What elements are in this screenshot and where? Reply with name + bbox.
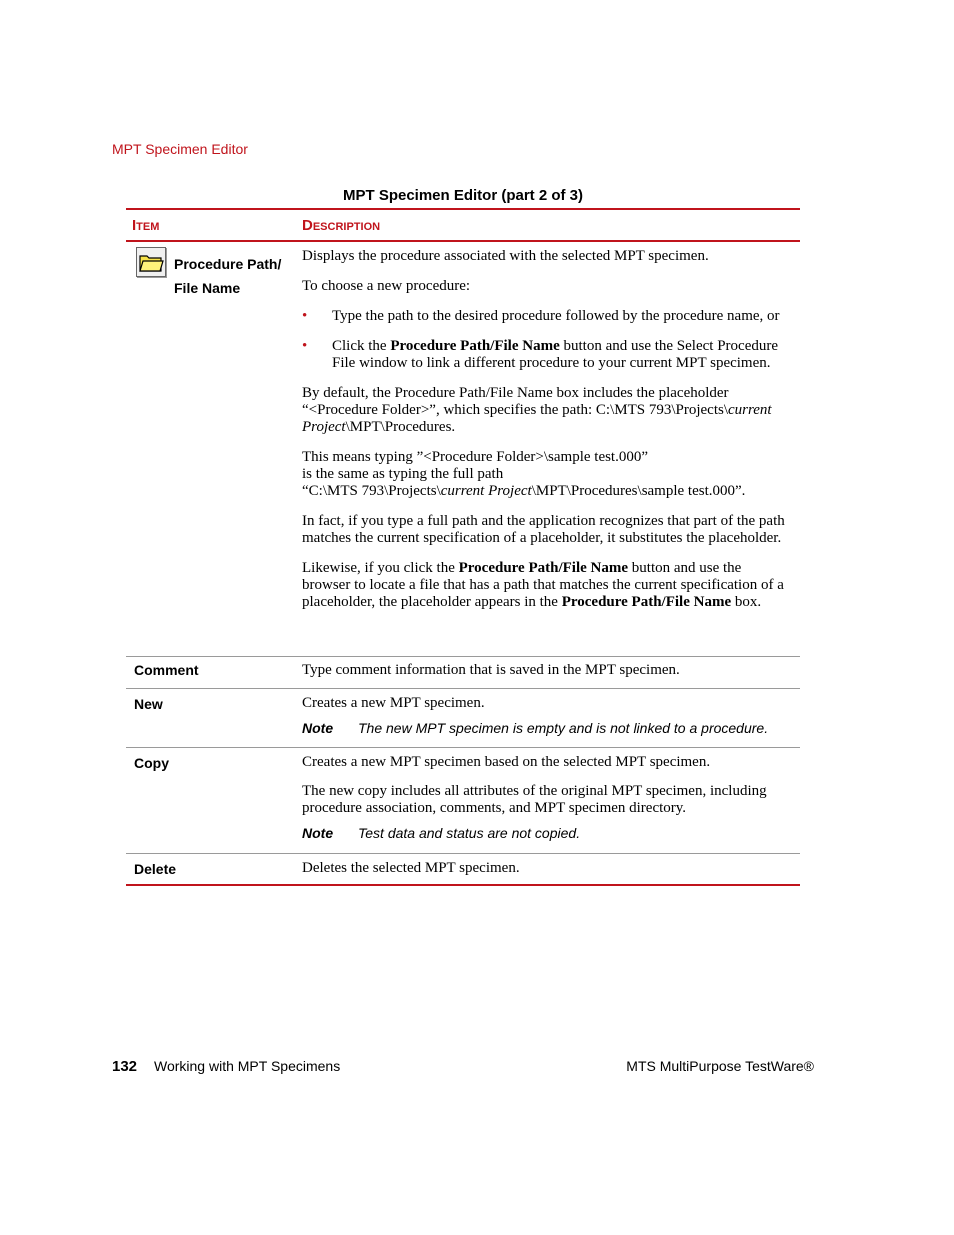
table-row-procedure bbox=[126, 242, 800, 657]
table-row-delete bbox=[126, 854, 800, 886]
paragraph: To choose a new procedure: bbox=[302, 278, 471, 294]
page-number: 132 bbox=[112, 1058, 138, 1075]
paragraph: Deletes the selected MPT specimen. bbox=[302, 860, 520, 876]
paragraph: Likewise, if you click the Procedure Path/File Name button and use the browser to locate a file that has a path that matches the current specification of a placeholder, the placeholder appears in the Procedure Path/File Name box. bbox=[302, 560, 784, 610]
item-column-header: Item bbox=[132, 216, 160, 234]
list-item bbox=[302, 338, 792, 372]
paragraph: Displays the procedure associated with the selected MPT specimen. bbox=[302, 248, 709, 264]
procedure-item-cell bbox=[126, 242, 302, 656]
table-header-row bbox=[126, 208, 800, 242]
paragraph: Creates a new MPT specimen. bbox=[302, 695, 485, 711]
note bbox=[302, 825, 792, 842]
list-item-text: Click the Procedure Path/File Name button and use the Select Procedure File window to link a different procedure to your current MPT specimen. bbox=[332, 338, 779, 371]
procedure-item-label bbox=[174, 247, 281, 300]
specimen-editor-table bbox=[126, 208, 800, 886]
note-text: The new MPT specimen is empty and is not linked to a procedure. bbox=[358, 720, 769, 736]
paragraph: In fact, if you type a full path and the application recognizes that part of the path matches the current specification of a placeholder, it substitutes the placeholder. bbox=[302, 513, 785, 546]
table-row-comment bbox=[126, 657, 800, 689]
bullet-icon: • bbox=[302, 338, 308, 354]
note-text: Test data and status are not copied. bbox=[358, 825, 581, 841]
paragraph: Type comment information that is saved in the MPT specimen. bbox=[302, 662, 680, 678]
copy-description-cell bbox=[302, 748, 800, 853]
copy-item-label: Copy bbox=[134, 755, 169, 771]
table-title: MPT Specimen Editor (part 2 of 3) bbox=[342, 187, 584, 204]
delete-description-cell bbox=[302, 854, 800, 884]
procedure-description-cell bbox=[302, 242, 800, 656]
new-item-label: New bbox=[134, 696, 163, 712]
procedure-label-line2: File Name bbox=[174, 280, 241, 296]
paragraph: This means typing ”<Procedure Folder>\sample test.000” is the same as typing the full path “C:\MTS 793\Projects\current Project\MPT\Procedures\sample test.000”. bbox=[302, 449, 746, 499]
table-row-new bbox=[126, 689, 800, 748]
description-column-header: Description bbox=[302, 216, 381, 234]
new-description-cell bbox=[302, 689, 800, 747]
paragraph: The new copy includes all attributes of the original MPT specimen, including procedure association, comments, and MPT specimen directory. bbox=[302, 783, 767, 816]
paragraph: By default, the Procedure Path/File Name box includes the placeholder “<Procedure Folder>”, which specifies the path: C:\MTS 793\Projects\current Project\MPT\Procedures. bbox=[302, 385, 772, 435]
delete-item-label: Delete bbox=[134, 861, 177, 877]
procedure-label-line1: Procedure Path/ bbox=[174, 256, 282, 272]
note-label: Note bbox=[302, 720, 334, 736]
chapter-title: Working with MPT Specimens bbox=[154, 1058, 341, 1074]
bullet-icon: • bbox=[302, 308, 308, 324]
running-head: MPT Specimen Editor bbox=[112, 141, 248, 157]
list-item-text: Type the path to the desired procedure followed by the procedure name, or bbox=[332, 308, 780, 324]
comment-description-cell bbox=[302, 657, 800, 688]
list-item bbox=[302, 308, 792, 325]
paragraph: Creates a new MPT specimen based on the selected MPT specimen. bbox=[302, 754, 711, 770]
note bbox=[302, 720, 792, 737]
table-row-copy bbox=[126, 748, 800, 854]
folder-icon[interactable] bbox=[136, 247, 166, 277]
note-label: Note bbox=[302, 825, 334, 841]
comment-item-label: Comment bbox=[134, 662, 199, 678]
product-name: MTS MultiPurpose TestWare® bbox=[626, 1058, 814, 1074]
